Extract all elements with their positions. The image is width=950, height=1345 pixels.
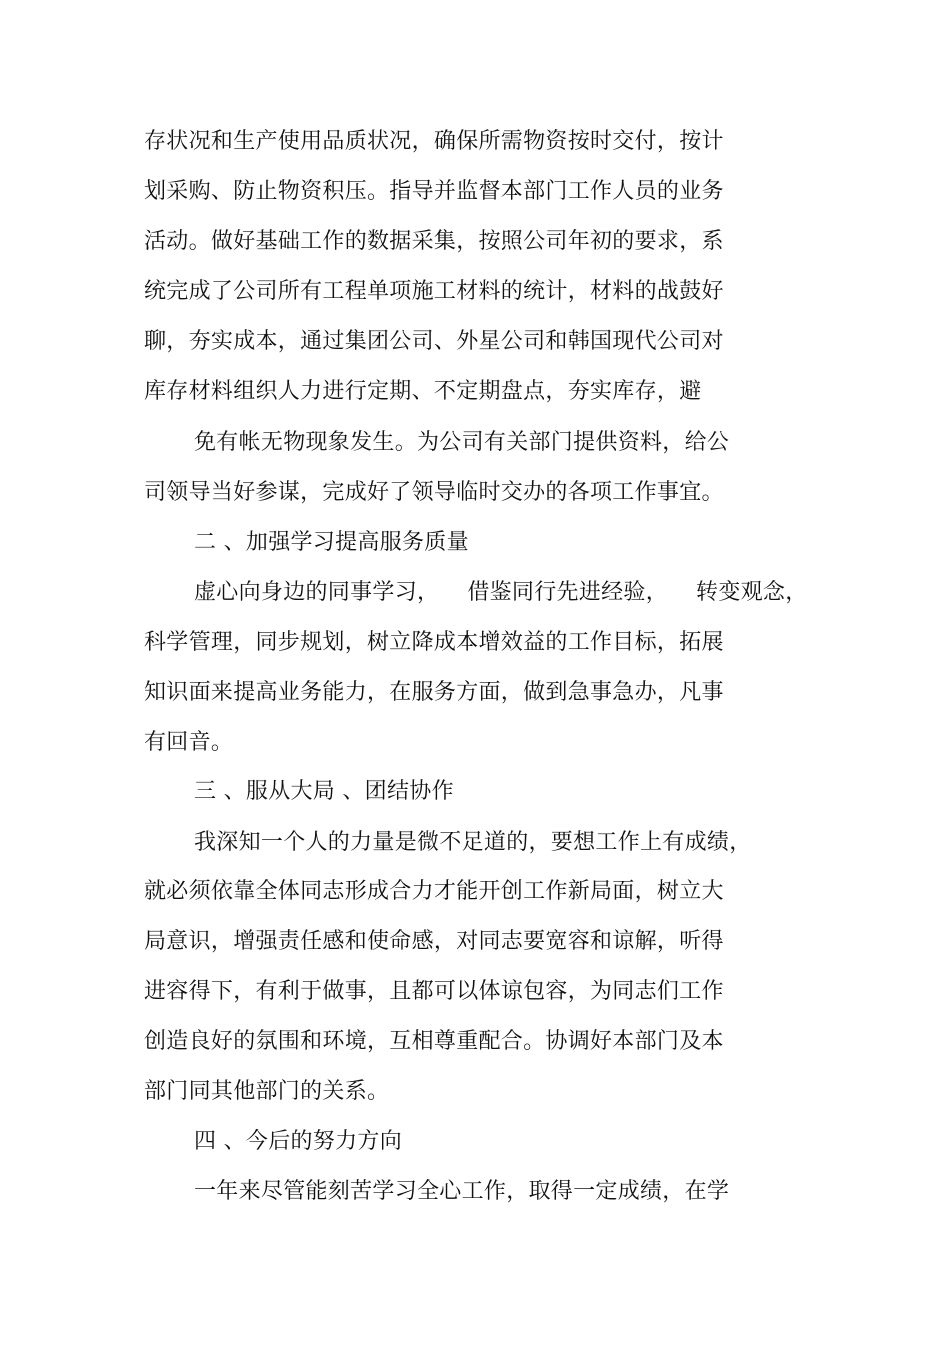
paragraph-line: 存状况和生产使用品质状况，确保所需物资按时交付，按计 [144,129,724,154]
paragraph-line: 局意识，增强责任感和使命感，对同志要宽容和谅解，听得 [144,929,724,954]
paragraph-line: 就必须依靠全体同志形成合力才能开创工作新局面，树立大 [144,879,724,904]
paragraph-line: 科学管理，同步规划，树立降成本增效益的工作目标，拓展 [144,630,724,655]
paragraph-line: 我深知一个人的力量是微不足道的，要想工作上有成绩， [194,830,752,855]
learning-phrase: 借鉴同行先进经验， [467,580,669,605]
paragraph-line [194,578,808,608]
paragraph-line: 库存材料组织人力进行定期、不定期盘点，夯实库存，避 [144,379,702,404]
paragraph-line: 一年来尽管能刻苦学习全心工作，取得一定成绩，在学 [194,1179,730,1204]
paragraph-line: 进容得下，有利于做事，且都可以体谅包容，为同志们工作 [144,979,724,1004]
paragraph-line: 划采购、防止物资积压。指导并监督本部门工作人员的业务 [144,179,724,204]
paragraph-line: 创造良好的氛围和环境，互相尊重配合。协调好本部门及本 [144,1029,724,1054]
paragraph-line: 知识面来提高业务能力，在服务方面，做到急事急办，凡事 [144,680,724,705]
section-heading: 四 、今后的努力方向 [194,1129,402,1154]
learning-phrase: 转变观念， [696,580,808,605]
paragraph-line: 部门同其他部门的关系。 [144,1079,390,1104]
section-heading: 二 、加强学习提高服务质量 [194,530,469,555]
paragraph-line: 统完成了公司所有工程单项施工材料的统计，材料的战鼓好 [144,279,724,304]
section-heading: 三 、服从大局 、团结协作 [194,779,454,804]
paragraph-line: 聊，夯实成本，通过集团公司、外星公司和韩国现代公司对 [144,329,724,354]
paragraph-line: 活动。做好基础工作的数据采集，按照公司年初的要求，系 [144,229,724,254]
paragraph-line: 司领导当好参谋，完成好了领导临时交办的各项工作事宜。 [144,480,724,505]
paragraph-line: 免有帐无物现象发生。为公司有关部门提供资料，给公 [194,430,730,455]
learning-phrase: 虚心向身边的同事学习， [194,580,440,605]
paragraph-line: 有回音。 [144,730,234,755]
